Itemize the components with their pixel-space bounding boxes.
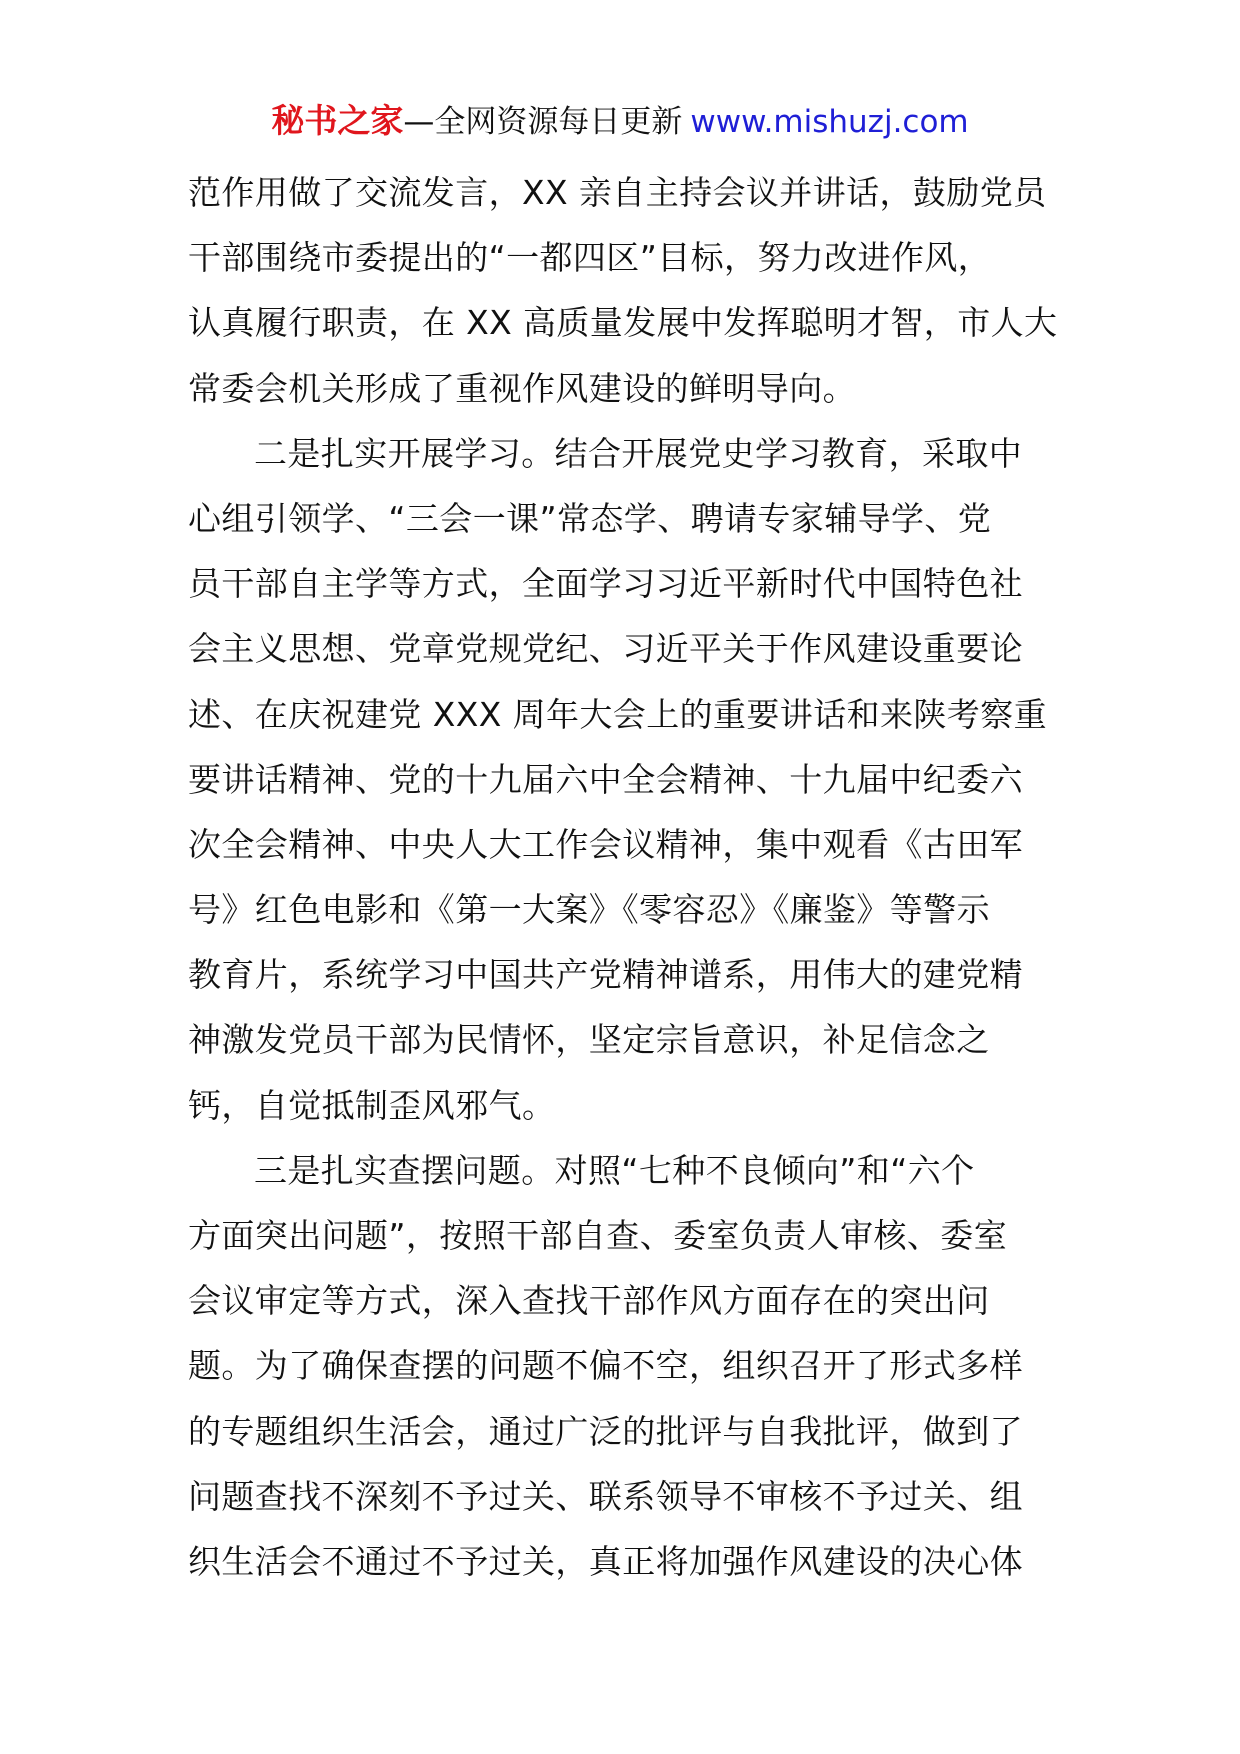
text-line: 方面突出问题”，按照干部自查、委室负责人审核、委室 <box>188 1216 1008 1255</box>
text-line: 会议审定等方式，深入查找干部作风方面存在的突出问 <box>188 1281 990 1321</box>
text-line: 问题查找不深刻不予过关、联系领导不审核不予过关、组 <box>188 1476 1023 1516</box>
paragraph-start-line: 三是扎实查摆问题。对照“七种不良倾向”和“六个 <box>254 1150 975 1190</box>
text-line: 织生活会不通过不予过关，真正将加强作风建设的决心体 <box>188 1541 1023 1581</box>
text-line: 神激发党员干部为民情怀，坚定宗旨意识，补足信念之 <box>188 1020 990 1060</box>
page-header <box>0 98 1240 145</box>
text-line: 干部围绕市委提出的“一都四区”目标，努力改进作风， <box>188 238 992 278</box>
text-line: 常委会机关形成了重视作风建设的鲜明导向。 <box>188 368 856 408</box>
text-line: 会主义思想、党章党规党纪、习近平关于作风建设重要论 <box>188 629 1023 669</box>
text-line: 次全会精神、中央人大工作会议精神，集中观看《古田军 <box>188 824 1023 864</box>
text-line: 员干部自主学等方式，全面学习习近平新时代中国特色社 <box>188 564 1023 604</box>
text-line: 范作用做了交流发言，XX 亲自主持会议并讲话，鼓励党员 <box>188 173 1047 212</box>
text-line: 要讲话精神、党的十九届六中全会精神、十九届中纪委六 <box>188 759 1023 799</box>
text-line: 述、在庆祝建党 XXX 周年大会上的重要讲话和来陕考察重 <box>188 694 1048 734</box>
brand-name: 秘书之家 <box>271 101 404 140</box>
text-line: 题。为了确保查摆的问题不偏不空，组织召开了形式多样 <box>188 1346 1023 1386</box>
text-line: 教育片，系统学习中国共产党精神谱系，用伟大的建党精 <box>188 955 1023 995</box>
document-body <box>188 160 1058 1594</box>
header-tagline: —全网资源每日更新 <box>403 104 683 140</box>
text-line: 心组引领学、“三会一课”常态学、聘请专家辅导学、党 <box>188 498 992 538</box>
text-line: 的专题组织生活会，通过广泛的批评与自我批评，做到了 <box>188 1411 1023 1451</box>
text-line: 认真履行职责，在 XX 高质量发展中发挥聪明才智，市人大 <box>188 303 1058 343</box>
text-line: 号》红色电影和《第一大案》《零容忍》《廉鉴》等警示 <box>188 890 990 930</box>
website-link[interactable]: www.mishuzj.com <box>690 104 969 140</box>
paragraph-start-line: 二是扎实开展学习。结合开展党史学习教育，采取中 <box>254 433 1023 473</box>
text-line: 钙，自觉抵制歪风邪气。 <box>188 1085 556 1125</box>
